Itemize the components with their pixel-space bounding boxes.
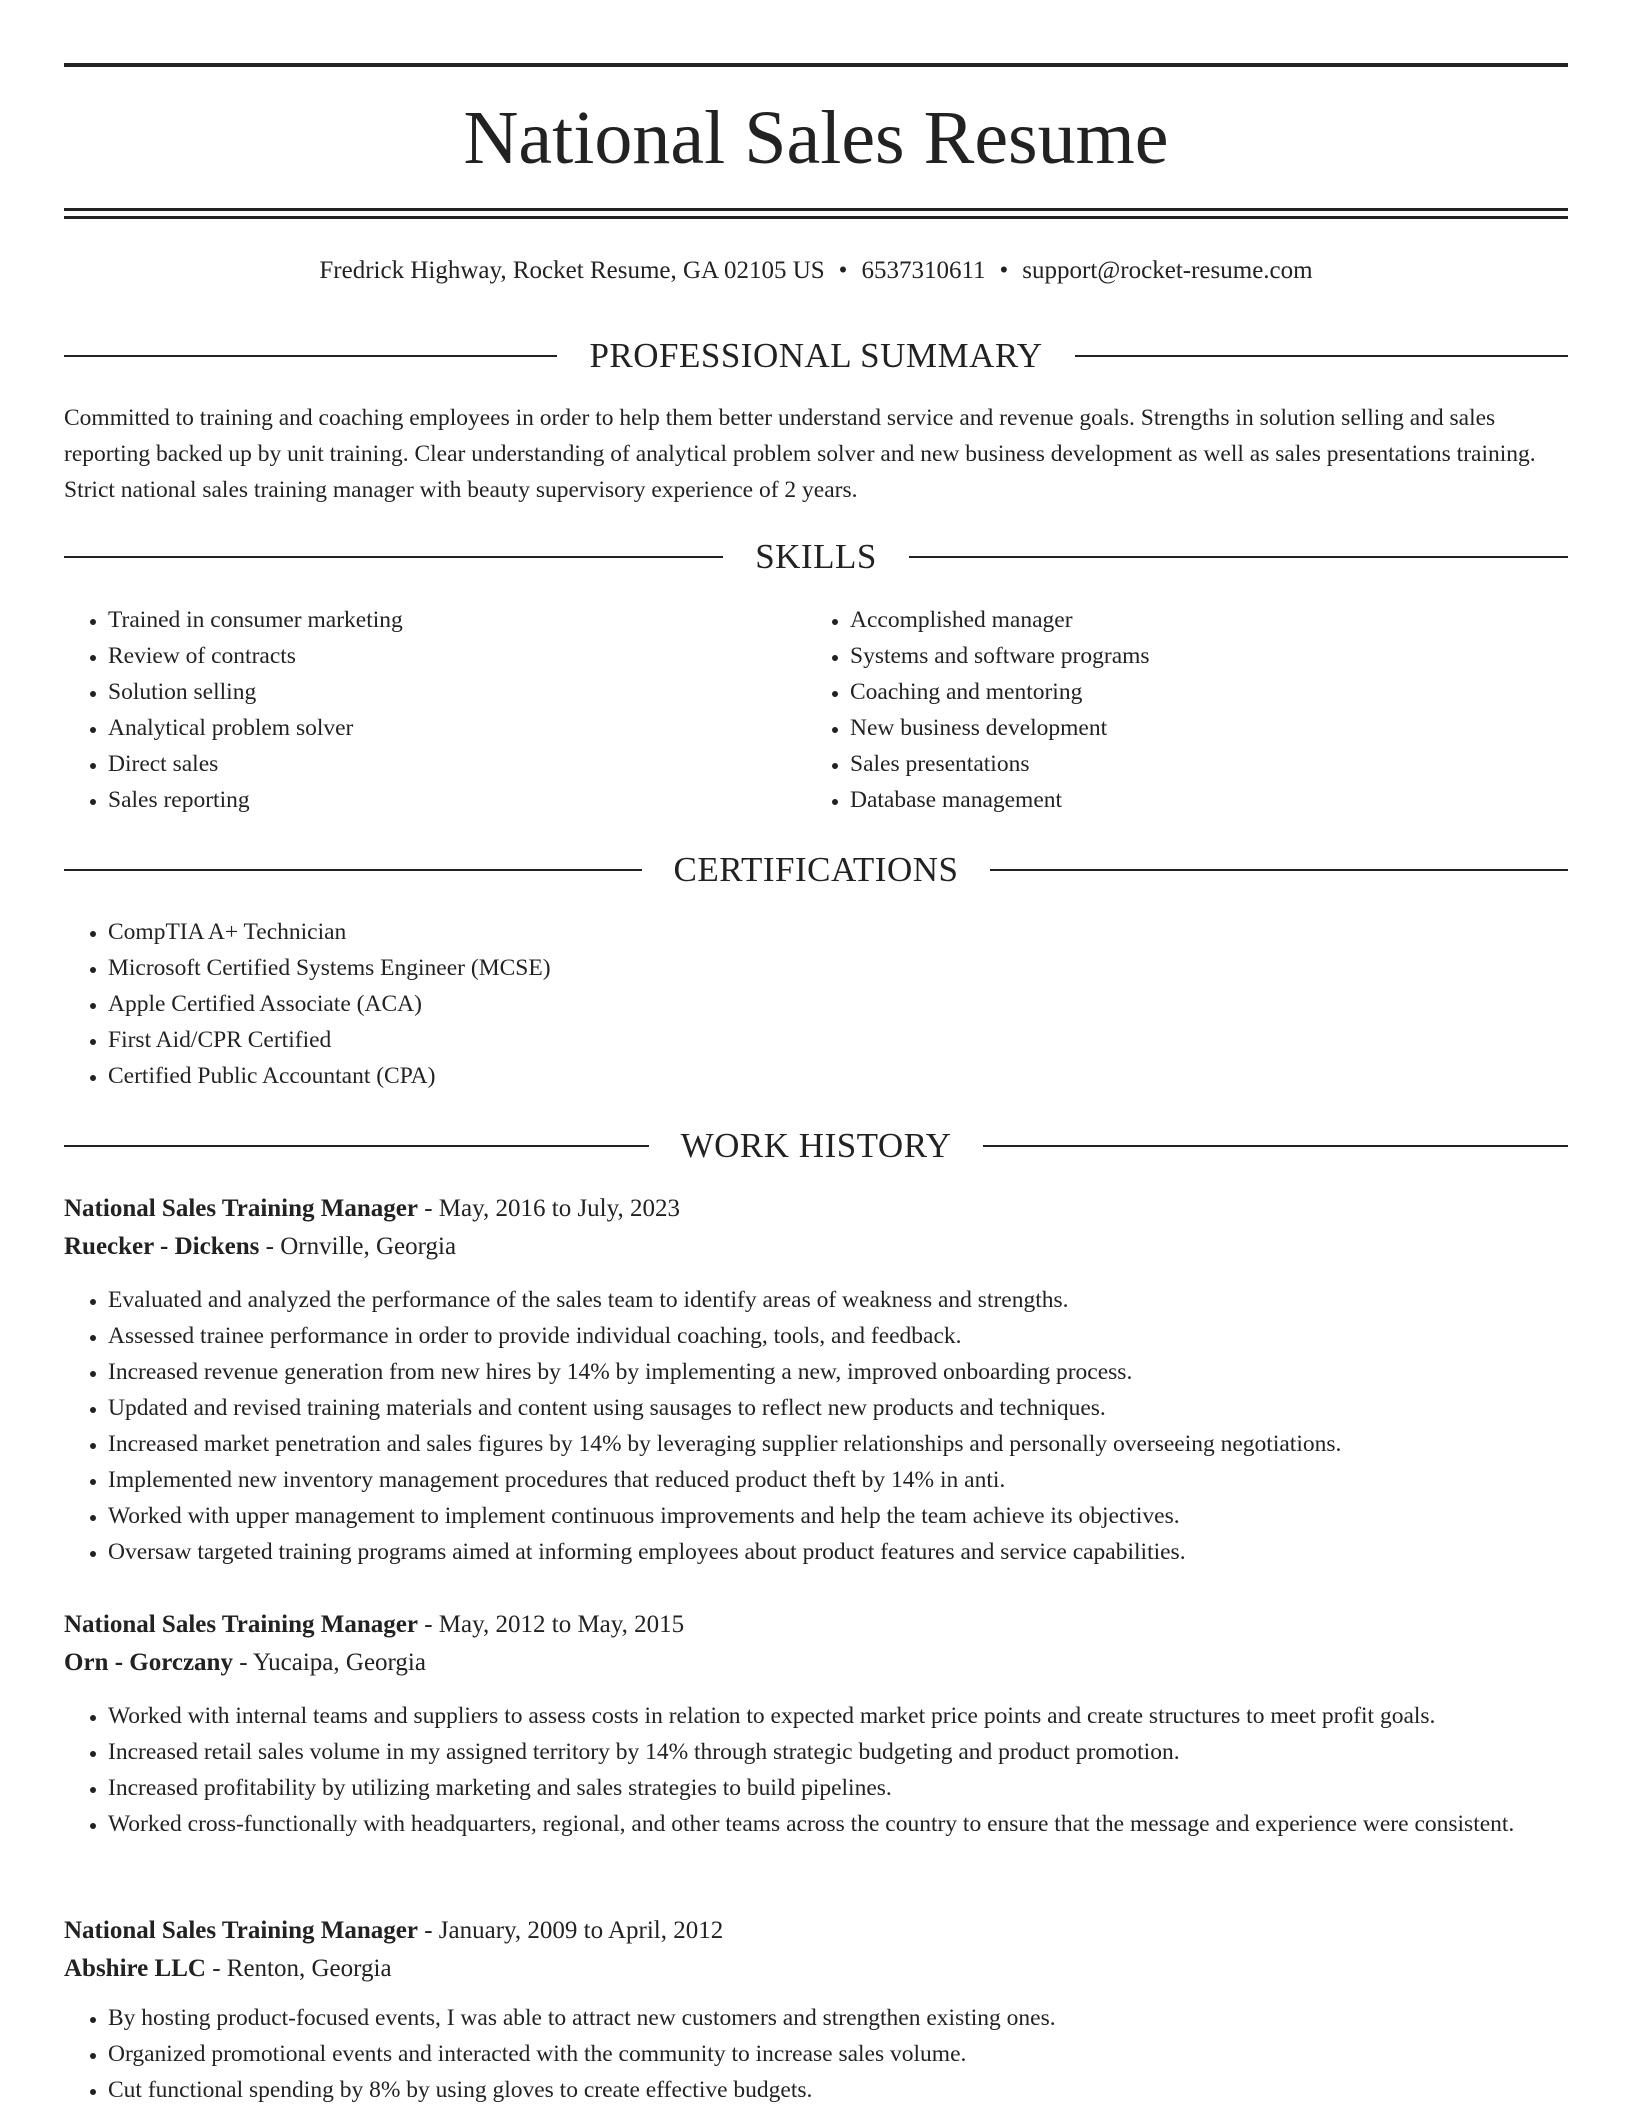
job-location: Renton, Georgia bbox=[226, 1955, 392, 1982]
skill-item: • Coaching and mentoring bbox=[850, 674, 1506, 710]
job-dash: - bbox=[417, 1917, 439, 1944]
job-dash: - bbox=[417, 1195, 439, 1222]
job-bullet: • By hosting product-focused events, I was able to attract new customers and strengthen existing ones. bbox=[108, 2000, 1568, 2036]
heading-rule-right bbox=[983, 1145, 1568, 1147]
heading-rule-left bbox=[64, 869, 642, 871]
skill-item: • Solution selling bbox=[108, 674, 764, 710]
contact-address: Fredrick Highway, Rocket Resume, GA 02105 US bbox=[319, 257, 825, 284]
job-bullet: • Increased revenue generation from new hires by 14% by implementing a new, improved onboarding process. bbox=[108, 1354, 1568, 1390]
resume-title: National Sales Resume bbox=[463, 96, 1169, 180]
job-bullet: • Oversaw targeted training programs aimed at informing employees about product features and service capabilities. bbox=[108, 1534, 1568, 1570]
job-bullet: • Increased retail sales volume in my assigned territory by 14% through strategic budgeting and product promotion. bbox=[108, 1734, 1568, 1770]
header-bottom-rule-1 bbox=[64, 208, 1568, 211]
job-bullet: • Increased market penetration and sales figures by 14% by leveraging supplier relationships and personally overseeing negotiations. bbox=[108, 1426, 1568, 1462]
job-entry bbox=[64, 1912, 1568, 2108]
job-location: Ornville, Georgia bbox=[280, 1233, 457, 1260]
work-history-heading-label: WORK HISTORY bbox=[680, 1126, 952, 1165]
job-dash: - bbox=[417, 1611, 439, 1638]
job-bullet: • Increased profitability by utilizing marketing and sales strategies to build pipelines. bbox=[108, 1770, 1568, 1806]
job-bullets bbox=[64, 1698, 1568, 1842]
job-bullet: • Updated and revised training materials and content using sausages to reflect new products and techniques. bbox=[108, 1390, 1568, 1426]
job-bullet: • Worked with internal teams and suppliers to assess costs in relation to expected market price points and create structures to meet profit goals. bbox=[108, 1698, 1568, 1734]
job-title: National Sales Training Manager bbox=[64, 1917, 418, 1944]
work-history-heading bbox=[64, 1124, 1568, 1168]
heading-rule-left bbox=[64, 556, 723, 558]
job-bullet: • Evaluated and analyzed the performance of the sales team to identify areas of weakness and strengths. bbox=[108, 1282, 1568, 1318]
skill-item: • Review of contracts bbox=[108, 638, 764, 674]
job-title: National Sales Training Manager bbox=[64, 1611, 418, 1638]
job-title: National Sales Training Manager bbox=[64, 1195, 418, 1222]
heading-rule-right bbox=[1075, 355, 1568, 357]
certification-item: • Apple Certified Associate (ACA) bbox=[108, 986, 1568, 1022]
job-dash: - bbox=[205, 1955, 227, 1982]
job-company: Abshire LLC bbox=[64, 1955, 206, 1982]
job-bullet: • Worked with upper management to implement continuous improvements and help the team achieve its objectives. bbox=[108, 1498, 1568, 1534]
job-bullet: • Assessed trainee performance in order to provide individual coaching, tools, and feedback. bbox=[108, 1318, 1568, 1354]
skills-list-right bbox=[806, 602, 1506, 818]
job-company-line bbox=[64, 1950, 1568, 1988]
header-top-rule bbox=[64, 63, 1568, 67]
skill-item: • Accomplished manager bbox=[850, 602, 1506, 638]
job-location: Yucaipa, Georgia bbox=[252, 1649, 426, 1676]
skills-heading bbox=[64, 535, 1568, 579]
job-bullet: • Implemented new inventory management procedures that reduced product theft by 14% in anti. bbox=[108, 1462, 1568, 1498]
job-company-line bbox=[64, 1644, 1568, 1682]
job-bullet: • Worked cross-functionally with headquarters, regional, and other teams across the country to ensure that the message and experience were consistent. bbox=[108, 1806, 1568, 1842]
job-dash: - bbox=[232, 1649, 253, 1676]
contact-email: support@rocket-resume.com bbox=[1022, 257, 1313, 284]
skill-item: • Systems and software programs bbox=[850, 638, 1506, 674]
heading-rule-right bbox=[990, 869, 1568, 871]
job-title-line bbox=[64, 1606, 1568, 1644]
contact-separator: • bbox=[999, 257, 1009, 284]
certifications-list bbox=[64, 914, 1568, 1094]
job-company: Orn - Gorczany bbox=[64, 1649, 233, 1676]
job-bullets bbox=[64, 2000, 1568, 2108]
job-dash: - bbox=[259, 1233, 281, 1260]
heading-rule-left bbox=[64, 1145, 649, 1147]
certification-item: • Certified Public Accountant (CPA) bbox=[108, 1058, 1568, 1094]
job-bullets bbox=[64, 1282, 1568, 1570]
skill-item: • Trained in consumer marketing bbox=[108, 602, 764, 638]
job-dates: May, 2016 to July, 2023 bbox=[438, 1195, 680, 1222]
certifications-heading bbox=[64, 848, 1568, 892]
contact-separator: • bbox=[838, 257, 848, 284]
skill-item: • Direct sales bbox=[108, 746, 764, 782]
contact-line bbox=[64, 254, 1568, 288]
heading-rule-right bbox=[909, 556, 1568, 558]
job-entry bbox=[64, 1606, 1568, 1842]
summary-text: Committed to training and coaching employees in order to help them better understand service and revenue goals. Strengths in solution selling and sales reporting backed up by unit training. Clear understanding of analytical problem solver and new business development as well as sales presentations training. Strict national sales training manager with beauty supervisory experience of 2 years. bbox=[64, 405, 1536, 503]
contact-phone: 6537310611 bbox=[861, 257, 986, 284]
summary-heading bbox=[64, 334, 1568, 378]
job-company: Ruecker - Dickens bbox=[64, 1233, 260, 1260]
skills-heading-label: SKILLS bbox=[755, 537, 877, 576]
certifications-heading-label: CERTIFICATIONS bbox=[673, 850, 959, 889]
certification-item: • Microsoft Certified Systems Engineer (MCSE) bbox=[108, 950, 1568, 986]
summary-heading-label: PROFESSIONAL SUMMARY bbox=[589, 336, 1043, 375]
skill-item: • Analytical problem solver bbox=[108, 710, 764, 746]
job-company-line bbox=[64, 1228, 1568, 1266]
job-title-line bbox=[64, 1912, 1568, 1950]
skill-item: • Sales presentations bbox=[850, 746, 1506, 782]
job-bullet: • Organized promotional events and interacted with the community to increase sales volume. bbox=[108, 2036, 1568, 2072]
skills-list-left bbox=[64, 602, 764, 818]
skill-item: • Sales reporting bbox=[108, 782, 764, 818]
job-title-line bbox=[64, 1190, 1568, 1228]
skill-item: • New business development bbox=[850, 710, 1506, 746]
header-bottom-rule-2 bbox=[64, 216, 1568, 219]
certification-item: • CompTIA A+ Technician bbox=[108, 914, 1568, 950]
job-dates: May, 2012 to May, 2015 bbox=[438, 1611, 685, 1638]
job-entry bbox=[64, 1190, 1568, 1570]
heading-rule-left bbox=[64, 355, 557, 357]
skill-item: • Database management bbox=[850, 782, 1506, 818]
certification-item: • First Aid/CPR Certified bbox=[108, 1022, 1568, 1058]
job-bullet: • Cut functional spending by 8% by using gloves to create effective budgets. bbox=[108, 2072, 1568, 2108]
job-dates: January, 2009 to April, 2012 bbox=[438, 1917, 724, 1944]
